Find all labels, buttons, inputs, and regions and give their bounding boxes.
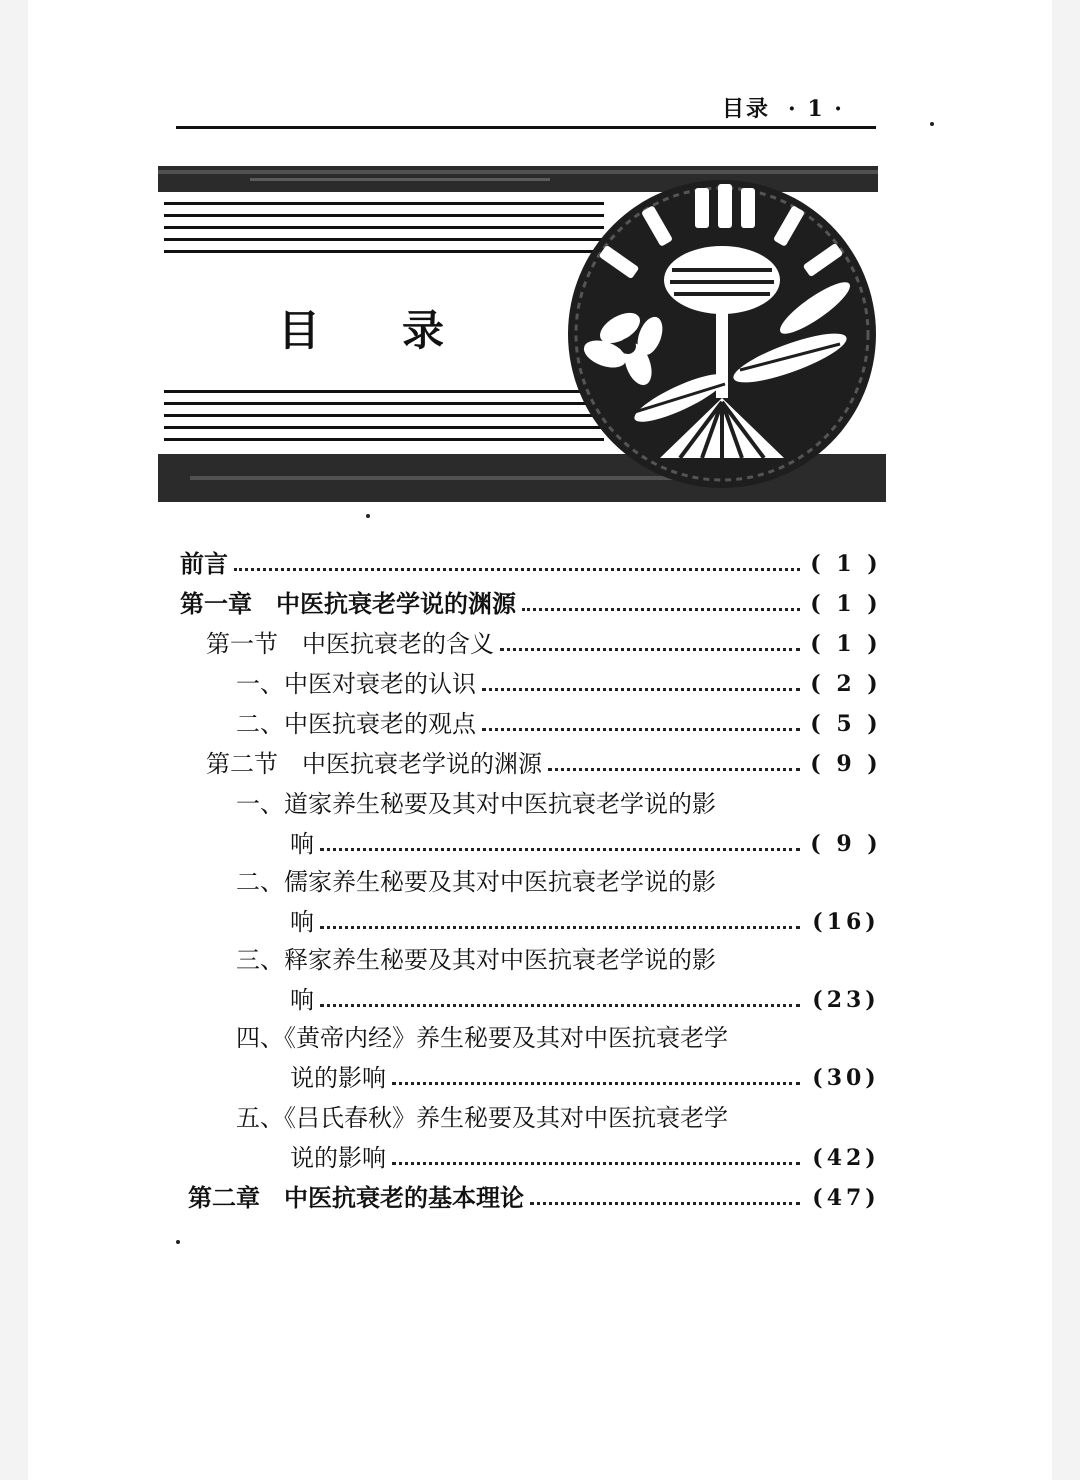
toc-entry[interactable] [290,828,882,860]
toc-entry-page: (42) [812,1145,880,1171]
toc-entry-title-line2: 说的影响 [290,1064,386,1092]
toc-leader-dots [234,567,800,571]
contents-heading-char-1: 目 [278,306,321,355]
toc-leader-dots [392,1161,800,1165]
banner-artwork [150,158,890,518]
toc-leader-dots [548,767,800,771]
toc-entry-page: ( 1 ) [810,551,882,577]
toc-entry-page: ( 2 ) [810,671,882,697]
toc-entry-title: 第一节 中医抗衰老的含义 [206,630,494,658]
toc-entry-page: (47) [812,1185,880,1211]
toc-entry[interactable] [290,1062,882,1094]
toc-entry-page: ( 1 ) [810,631,882,657]
toc-entry[interactable] [290,906,882,938]
toc-entry-title-line1[interactable]: 三、释家养生秘要及其对中医抗衰老学说的影 [236,946,716,974]
running-head-page-number: · 1 · [788,96,844,122]
toc-entry-title: 一、中医对衰老的认识 [236,670,476,698]
toc-entry-title: 前言 [180,550,228,578]
toc-leader-dots [530,1201,800,1205]
title-banner [150,158,890,518]
toc-entry-title: 第二章 中医抗衰老的基本理论 [188,1184,524,1212]
toc-entry-title-line2: 响 [290,830,314,858]
toc-entry-page: (30) [812,1065,880,1091]
toc-entry-title-line2: 响 [290,908,314,936]
toc-leader-dots [320,1003,800,1007]
toc-entry[interactable] [290,1142,882,1174]
toc-entry-page: ( 9 ) [810,831,882,857]
toc-entry-title: 二、中医抗衰老的观点 [236,710,476,738]
toc-entry[interactable] [206,748,882,780]
toc-entry[interactable] [188,1182,882,1214]
toc-entry-title-line1[interactable]: 二、儒家养生秘要及其对中医抗衰老学说的影 [236,868,716,896]
toc-leader-dots [392,1081,800,1085]
toc-entry-page: ( 1 ) [810,591,882,617]
toc-entry[interactable] [180,588,882,620]
toc-entry-title-line2: 响 [290,986,314,1014]
toc-entry-title-line1[interactable]: 四、《黄帝内经》养生秘要及其对中医抗衰老学 [236,1024,728,1052]
toc-entry-title-line2: 说的影响 [290,1144,386,1172]
toc-entry-title: 第一章 中医抗衰老学说的渊源 [180,590,516,618]
toc-entry-page: ( 9 ) [810,751,882,777]
toc-leader-dots [500,647,800,651]
toc-leader-dots [522,607,800,611]
toc-leader-dots [320,925,800,929]
toc-entry-page: ( 5 ) [810,711,882,737]
toc-entry[interactable] [290,984,882,1016]
toc-entry[interactable] [236,668,882,700]
print-speck [930,122,934,126]
toc-leader-dots [482,687,800,691]
running-head-title: 目录 [722,96,771,122]
running-head [722,92,844,123]
toc-leader-dots [320,847,800,851]
toc-entry-title-line1[interactable]: 一、道家养生秘要及其对中医抗衰老学说的影 [236,790,716,818]
toc-entry[interactable] [180,548,882,580]
toc-entry[interactable] [206,628,882,660]
toc-entry-title: 第二节 中医抗衰老学说的渊源 [206,750,542,778]
toc-entry[interactable] [236,708,882,740]
contents-heading [278,298,444,358]
contents-heading-char-2: 录 [402,306,445,355]
toc-leader-dots [482,727,800,731]
print-speck [176,1240,180,1244]
toc-entry-title-line1[interactable]: 五、《吕氏春秋》养生秘要及其对中医抗衰老学 [236,1104,728,1132]
header-rule [176,126,876,129]
toc-entry-page: (16) [812,909,880,935]
toc-entry-page: (23) [812,987,880,1013]
